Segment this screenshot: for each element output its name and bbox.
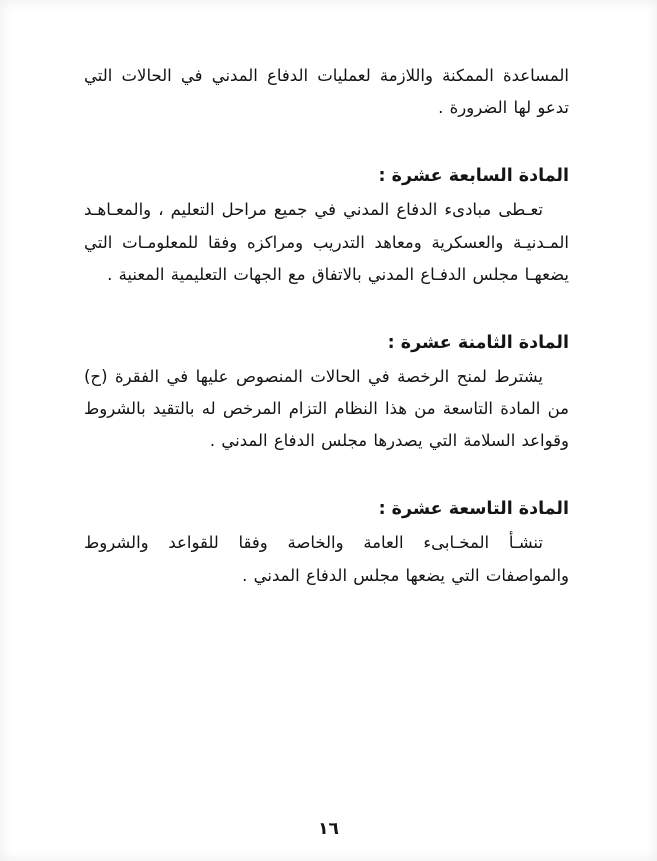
article-eighteen (84, 333, 569, 458)
intro-paragraph: المساعدة الممكنة واللازمة لعمليات الدفاع المدني في الحالات التي تدعو لها الضرورة . (84, 66, 569, 118)
article-nineteen-heading: المادة التاسعة عشرة : (378, 499, 569, 520)
article-nineteen (84, 499, 569, 591)
article-nineteen-body: تنشـأ المخـابىء العامة والخاصة وفقا للقواعد والشروط والمواصفات التي يضعها مجلس الدفاع المدني . (84, 533, 569, 585)
page-number: ١٦ (318, 819, 339, 839)
article-seventeen-heading: المادة السابعة عشرة : (378, 166, 569, 187)
article-eighteen-heading: المادة الثامنة عشرة : (387, 332, 569, 353)
article-seventeen-body: تعـطى مبادىء الدفاع المدني في جميع مراحل التعليم ، والمعـاهـد المـدنيـة والعسكرية ومعاهد التدريب ومراكزه وفقا للمعلومـات التي يضعهـا مجلس الدفـاع المدني بالاتفاق مع الجهات التعليمية المعنية . (84, 200, 569, 284)
article-eighteen-body: يشترط لمنح الرخصة في الحالات المنصوص عليها في الفقرة (ح) من المادة التاسعة من هذا النظام التزام المرخص له بالتقيد بالشروط وقواعد السلامة التي يصدرها مجلس الدفاع المدني . (84, 366, 569, 451)
article-seventeen (84, 166, 569, 291)
